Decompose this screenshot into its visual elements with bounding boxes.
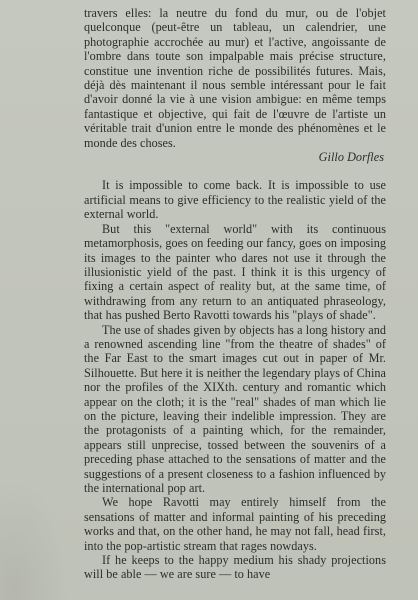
english-paragraph-5: If he keeps to the happy medium his shady projections will be able — we are sure — to have <box>84 553 386 582</box>
english-paragraph-4: We hope Ravotti may entirely himself from the sensations of matter and informal painting of his preceding works and that, on the other hand, he may not fall, head first, into the pop-artistic stream that rages nowdays. <box>84 495 386 553</box>
english-paragraph-1: It is impossible to come back. It is impossible to use artificial means to give efficiency to the realistic yield of the external world. <box>84 178 386 222</box>
french-paragraph: travers elles: la neutre du fond du mur, ou de l'objet quelconque (peut-être un tableau, un calendrier, une photographie accrochée au mur) et l'active, angoissante de l'ombre dans toute son impalpable mais précise structure, constitue une invention riche de possibilités futures. Mais, déjà dès maintenant il nous semble intéressant pour le fait d'avoir donné la vie à une vision ambigue: en même temps fantastique et objective, qui fait de l'œuvre de l'artiste un véritable trait d'union entre le monde des phénomènes et le monde des choses. <box>84 6 386 150</box>
english-paragraph-2: But this "external world" with its continuous metamorphosis, goes on feeding our fancy, goes on imposing its images to the painter who dares not use it through the illusionistic yield of the past. I think it is this urgency of fixing a certain aspect of reality but, at the same time, of withdrawing from any return to an antiquated phraseology, that has pushed Berto Ravotti towards his "plays of shade". <box>84 221 386 323</box>
text-column <box>84 6 386 582</box>
author-signature: Gillo Dorfles <box>318 150 384 165</box>
paper-stain <box>0 480 70 600</box>
english-passage <box>84 178 386 581</box>
french-passage <box>84 6 386 164</box>
english-paragraph-3: The use of shades given by objects has a long history and a renowned ascending line "from the theatre of shades" of the Far East to the smart images cut out in paper of Mr. Silhouette. But here it is neither the legendary plays of China nor the profiles of the XIXth. century and romantic which appear on the cloth; it is the "real" shades of man which lie on the picture, leaving their indelible impression. They are the protagonists of a painting which, for the remainder, appears still unprecise, tossed between the souvenirs of a preceding phase attached to the sensations of matter and the suggestions of a present closeness to a fashion influenced by the international pop art. <box>84 322 386 495</box>
